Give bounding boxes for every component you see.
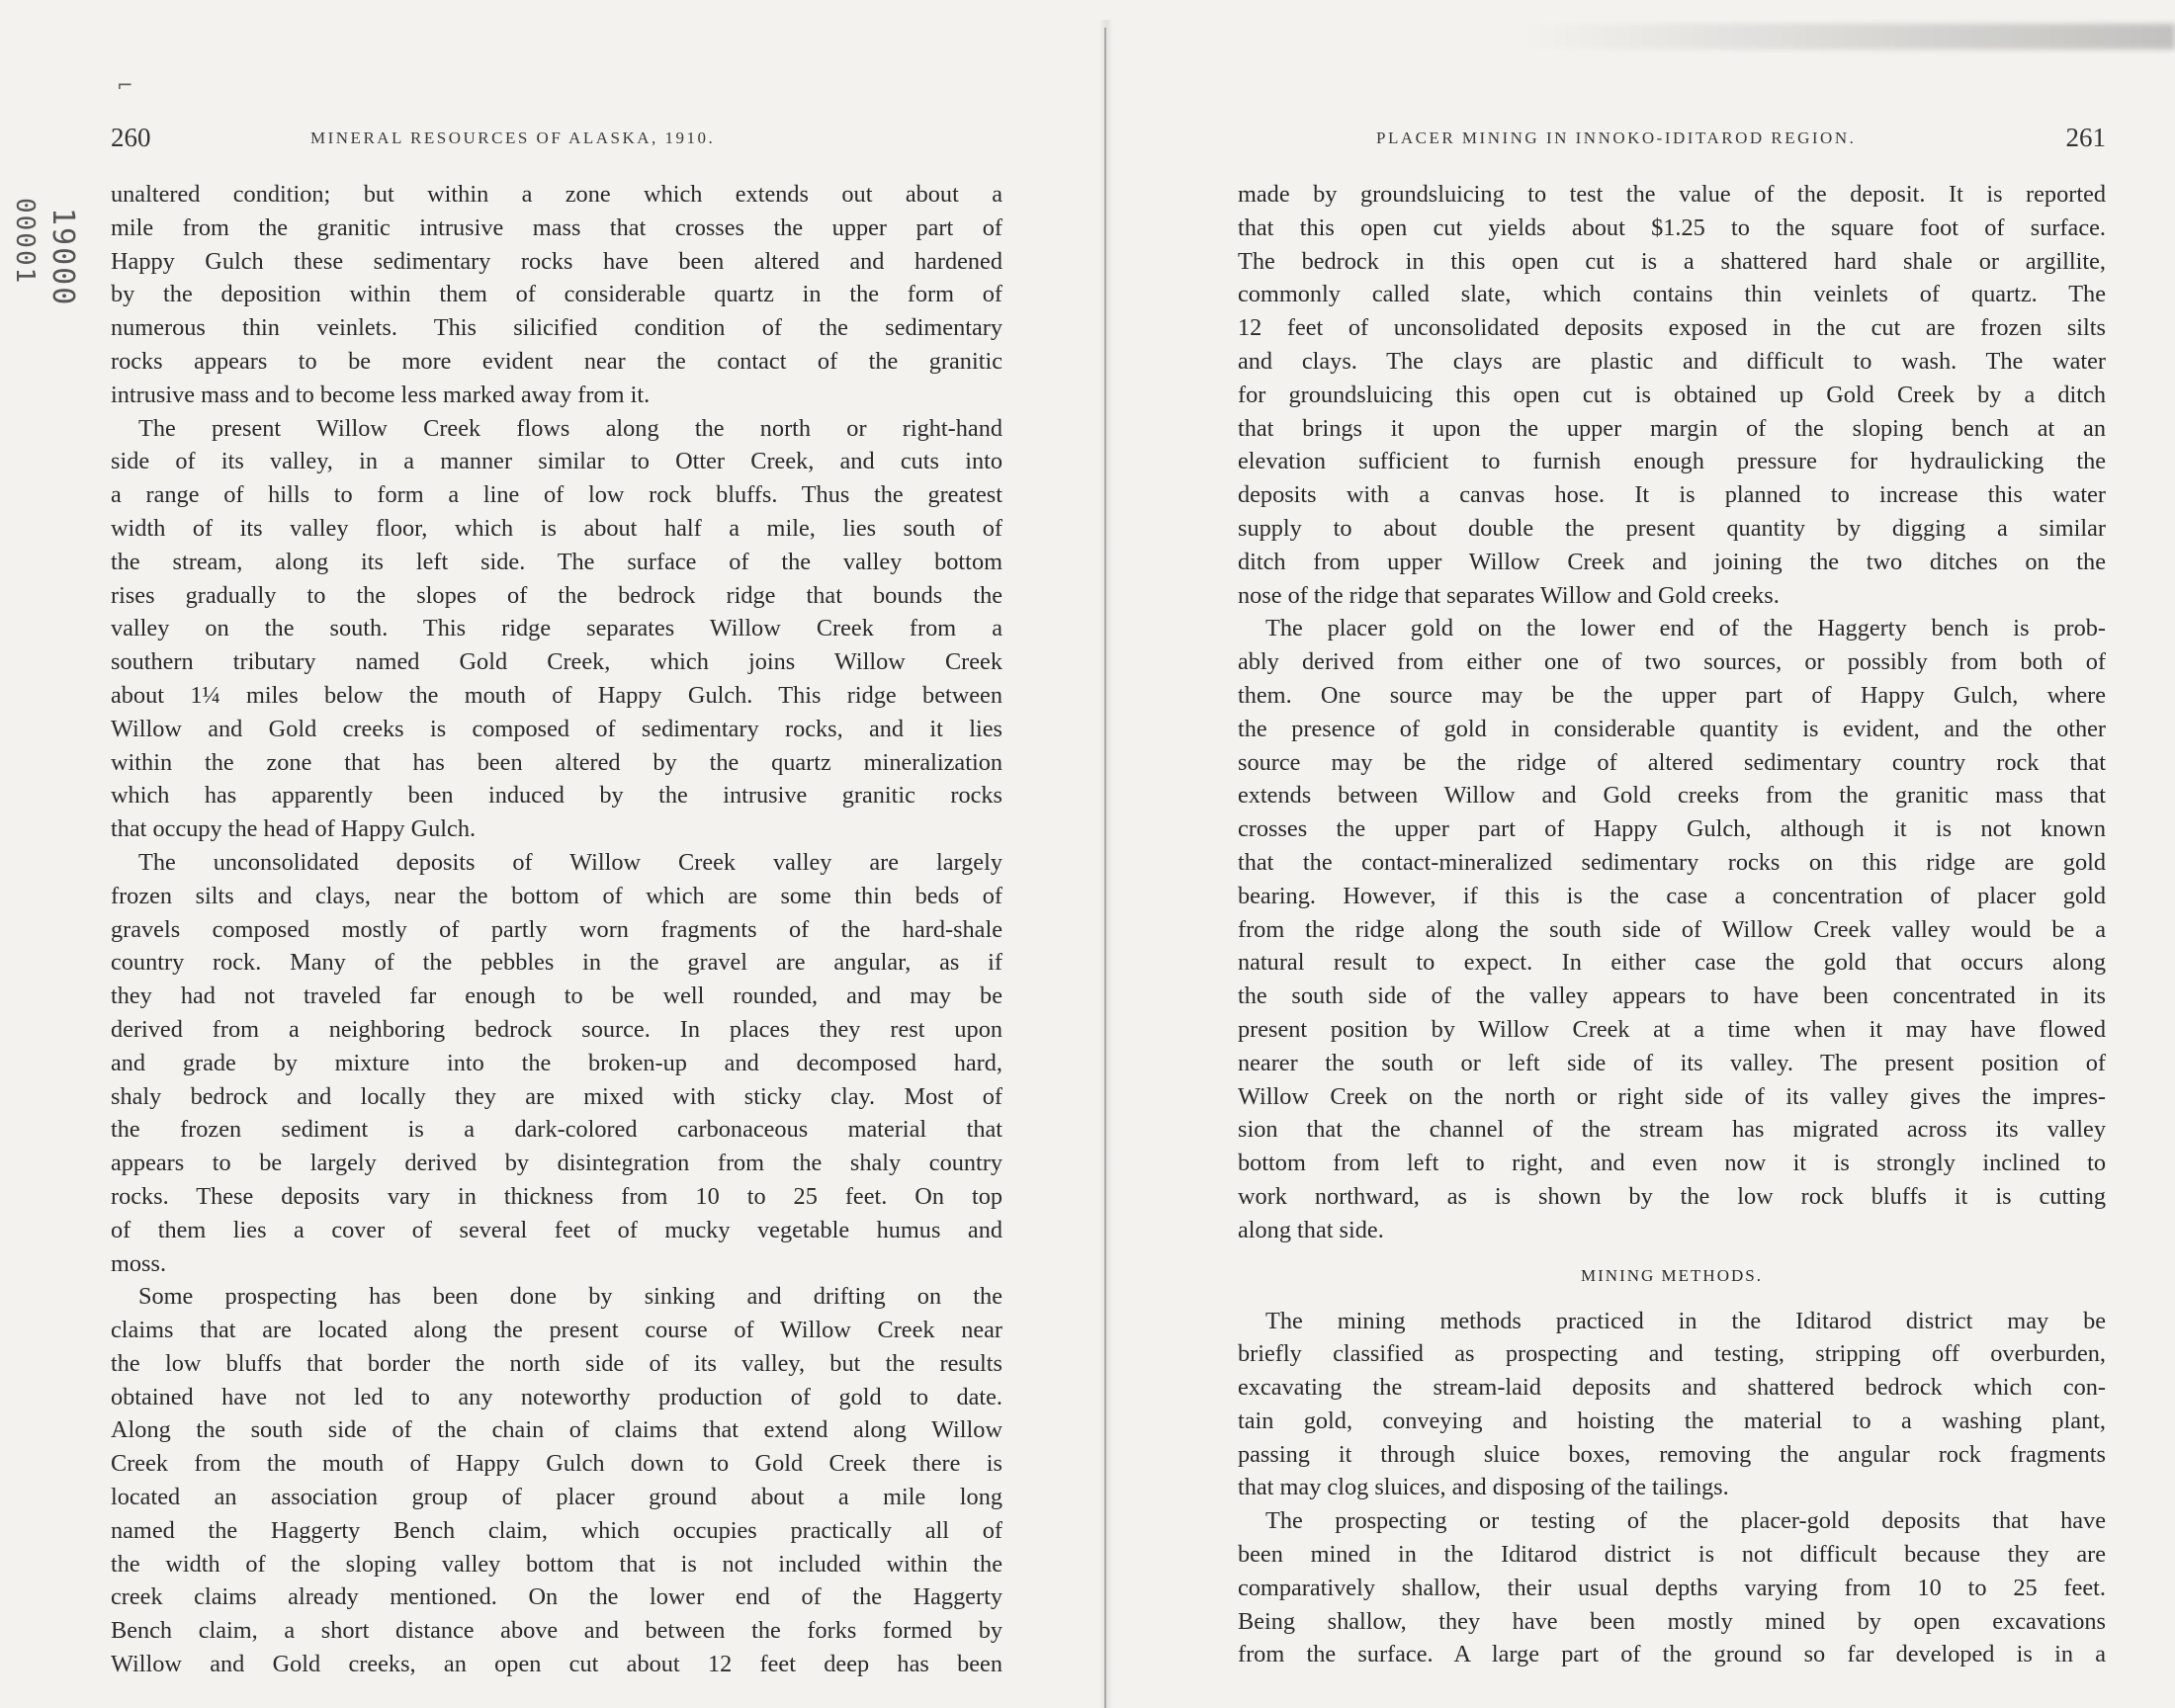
left-body-text bbox=[111, 178, 1002, 1681]
text-line: Happy Gulch these sedimentary rocks have been altered and hardened bbox=[111, 247, 1002, 275]
text-line: rises gradually to the slopes of the bedrock ridge that bounds the bbox=[111, 581, 1002, 609]
text-line: and clays. The clays are plastic and difficult to wash. The water bbox=[1238, 347, 2106, 375]
text-line: briefly classified as prospecting and testing, stripping off overburden, bbox=[1238, 1340, 2106, 1368]
section-heading: MINING METHODS. bbox=[1581, 1265, 1763, 1285]
text-line: Being shallow, they have been mostly mined by open excavations bbox=[1238, 1607, 2106, 1635]
text-line: comparatively shallow, their usual depths varying from 10 to 25 feet. bbox=[1238, 1574, 2106, 1601]
text-line: along that side. bbox=[1238, 1216, 1384, 1243]
text-line: ditch from upper Willow Creek and joining the two ditches on the bbox=[1238, 548, 2106, 575]
text-line: derived from a neighboring bedrock source. In places they rest upon bbox=[111, 1015, 1002, 1043]
right-running-title: PLACER MINING IN INNOKO-IDITAROD REGION. bbox=[1376, 128, 1857, 147]
text-line: by the deposition within them of considerable quartz in the form of bbox=[111, 281, 1002, 308]
text-line: from the ridge along the south side of Willow Creek valley would be a bbox=[1238, 915, 2106, 943]
book-gutter bbox=[1099, 20, 1113, 1708]
right-body-text bbox=[1238, 178, 2106, 1671]
text-line: unaltered condition; but within a zone which extends out about a bbox=[111, 181, 1002, 208]
text-line: moss. bbox=[111, 1249, 167, 1277]
text-line: the south side of the valley appears to have been concentrated in its bbox=[1238, 982, 2106, 1010]
text-line: crosses the upper part of Happy Gulch, although it is not known bbox=[1238, 815, 2106, 843]
text-line: numerous thin veinlets. This silicified condition of the sedimentary bbox=[111, 314, 1002, 342]
text-line: which has apparently been induced by the intrusive granitic rocks bbox=[111, 782, 1002, 810]
left-running-title: MINERAL RESOURCES OF ALASKA, 1910. bbox=[310, 128, 716, 147]
text-line: bottom from left to right, and even now it is strongly inclined to bbox=[1238, 1150, 2106, 1177]
text-line: that this open cut yields about $1.25 to the square foot of surface. bbox=[1238, 214, 2106, 241]
text-line: source may be the ridge of altered sedimentary country rock that bbox=[1238, 748, 2106, 776]
text-line: the presence of gold in considerable quantity is evident, and the other bbox=[1238, 715, 2106, 742]
text-line: appears to be largely derived by disintegration from the shaly country bbox=[111, 1150, 1002, 1177]
text-line: the frozen sediment is a dark-colored carbonaceous material that bbox=[111, 1116, 1002, 1144]
text-line: The prospecting or testing of the placer-gold deposits that have bbox=[1265, 1507, 2106, 1535]
left-page-number: 260 bbox=[111, 123, 151, 152]
text-line: frozen silts and clays, near the bottom of which are some thin beds of bbox=[111, 882, 1002, 909]
text-line: for groundsluicing this open cut is obtained up Gold Creek by a ditch bbox=[1238, 381, 2106, 408]
text-line: bearing. However, if this is the case a concentration of placer gold bbox=[1238, 882, 2106, 909]
scan-smudge bbox=[1522, 24, 2175, 49]
stamp-number-b: 19000 bbox=[45, 208, 80, 307]
text-line: that occupy the head of Happy Gulch. bbox=[111, 815, 477, 843]
text-line: width of its valley floor, which is about half a mile, lies south of bbox=[111, 514, 1002, 542]
text-line: The mining methods practiced in the Iditarod district may be bbox=[1265, 1307, 2106, 1334]
text-line: Willow Creek on the north or right side of its valley gives the impres- bbox=[1238, 1082, 2106, 1110]
text-line: mile from the granitic intrusive mass that crosses the upper part of bbox=[111, 214, 1002, 241]
text-line: of them lies a cover of several feet of mucky vegetable humus and bbox=[111, 1216, 1002, 1243]
text-line: 12 feet of unconsolidated deposits exposed in the cut are frozen silts bbox=[1238, 314, 2106, 342]
text-line: present position by Willow Creek at a time when it may have flowed bbox=[1238, 1015, 2106, 1043]
right-body-before-section bbox=[1238, 178, 2106, 1247]
text-line: sion that the channel of the stream has migrated across its valley bbox=[1238, 1116, 2106, 1144]
text-line: rocks. These deposits vary in thickness from 10 to 25 feet. On top bbox=[111, 1182, 1002, 1210]
text-line: claims that are located along the present course of Willow Creek near bbox=[111, 1317, 1002, 1344]
text-line: The present Willow Creek flows along the north or right-hand bbox=[138, 414, 1002, 442]
text-line: and grade by mixture into the broken-up and decomposed hard, bbox=[111, 1049, 1002, 1076]
text-line: located an association group of placer ground about a mile long bbox=[111, 1484, 1002, 1511]
gutter-line bbox=[1104, 28, 1106, 1708]
text-line: excavating the stream-laid deposits and shattered bedrock which con- bbox=[1238, 1374, 2106, 1402]
text-line: gravels composed mostly of partly worn fragments of the hard-shale bbox=[111, 915, 1002, 943]
text-line: deposits with a canvas hose. It is planned to increase this water bbox=[1238, 481, 2106, 509]
text-line: The bedrock in this open cut is a shattered hard shale or argillite, bbox=[1238, 247, 2106, 275]
text-line: nearer the south or left side of its valley. The present position of bbox=[1238, 1049, 2106, 1076]
text-line: commonly called slate, which contains thin veinlets of quartz. The bbox=[1238, 281, 2106, 308]
text-line: the width of the sloping valley bottom that is not included within the bbox=[111, 1550, 1002, 1578]
text-line: supply to about double the present quantity by digging a similar bbox=[1238, 514, 2106, 542]
stamp-number-a: 00001 bbox=[10, 198, 40, 286]
text-line: Willow and Gold creeks is composed of sedimentary rocks, and it lies bbox=[111, 715, 1002, 742]
text-line: ably derived from either one of two sources, or possibly from both of bbox=[1238, 648, 2106, 676]
text-line: The placer gold on the lower end of the Haggerty bench is prob- bbox=[1265, 615, 2106, 642]
text-line: side of its valley, in a manner similar to Otter Creek, and cuts into bbox=[111, 448, 1002, 475]
text-line: valley on the south. This ridge separates Willow Creek from a bbox=[111, 615, 1002, 642]
text-line: nose of the ridge that separates Willow and Gold creeks. bbox=[1238, 581, 1780, 609]
text-line: within the zone that has been altered by the quartz mineralization bbox=[111, 748, 1002, 776]
margin-stamp bbox=[6, 198, 89, 385]
right-page-number: 261 bbox=[2065, 123, 2106, 152]
text-line: that the contact-mineralized sedimentary rocks on this ridge are gold bbox=[1238, 848, 2106, 876]
text-line: intrusive mass and to become less marked away from it. bbox=[111, 381, 651, 408]
text-line: country rock. Many of the pebbles in the gravel are angular, as if bbox=[111, 949, 1002, 977]
text-line: natural result to expect. In either case the gold that occurs along bbox=[1238, 949, 2106, 977]
right-body-after-section bbox=[1238, 1305, 2106, 1672]
right-running-head bbox=[1238, 123, 2106, 156]
text-line: them. One source may be the upper part of Happy Gulch, where bbox=[1238, 681, 2106, 709]
left-running-head bbox=[111, 123, 1002, 156]
text-line: Along the south side of the chain of claims that extend along Willow bbox=[111, 1416, 1002, 1444]
text-line: that brings it upon the upper margin of the sloping bench at an bbox=[1238, 414, 2106, 442]
text-line: a range of hills to form a line of low rock bluffs. Thus the greatest bbox=[111, 481, 1002, 509]
text-line: obtained have not led to any noteworthy production of gold to date. bbox=[111, 1383, 1002, 1410]
text-line: Creek from the mouth of Happy Gulch down to Gold Creek there is bbox=[111, 1450, 1002, 1478]
scan-mark: ⌐ bbox=[117, 73, 133, 97]
text-line: they had not traveled far enough to be well rounded, and may be bbox=[111, 982, 1002, 1010]
text-line: passing it through sluice boxes, removing the angular rock fragments bbox=[1238, 1440, 2106, 1468]
text-line: from the surface. A large part of the ground so far developed is in a bbox=[1238, 1641, 2106, 1668]
text-line: elevation sufficient to furnish enough pressure for hydraulicking the bbox=[1238, 448, 2106, 475]
text-line: The unconsolidated deposits of Willow Creek valley are largely bbox=[138, 848, 1002, 876]
text-line: rocks appears to be more evident near the contact of the granitic bbox=[111, 347, 1002, 375]
text-line: the low bluffs that border the north side of its valley, but the results bbox=[111, 1349, 1002, 1377]
text-line: made by groundsluicing to test the value of the deposit. It is reported bbox=[1238, 181, 2106, 208]
text-line: about 1¼ miles below the mouth of Happy Gulch. This ridge between bbox=[111, 681, 1002, 709]
text-line: Bench claim, a short distance above and between the forks formed by bbox=[111, 1617, 1002, 1645]
text-line: extends between Willow and Gold creeks from the granitic mass that bbox=[1238, 782, 2106, 810]
text-line: work northward, as is shown by the low rock bluffs it is cutting bbox=[1238, 1182, 2106, 1210]
text-line: creek claims already mentioned. On the lower end of the Haggerty bbox=[111, 1583, 1002, 1611]
text-line: been mined in the Iditarod district is not difficult because they are bbox=[1238, 1541, 2106, 1569]
text-line: Some prospecting has been done by sinking and drifting on the bbox=[138, 1283, 1002, 1311]
text-line: tain gold, conveying and hoisting the material to a washing plant, bbox=[1238, 1407, 2106, 1434]
text-line: shaly bedrock and locally they are mixed with sticky clay. Most of bbox=[111, 1082, 1002, 1110]
text-line: the stream, along its left side. The surface of the valley bottom bbox=[111, 548, 1002, 575]
text-line: that may clog sluices, and disposing of the tailings. bbox=[1238, 1474, 1729, 1501]
text-line: southern tributary named Gold Creek, which joins Willow Creek bbox=[111, 648, 1002, 676]
text-line: Willow and Gold creeks, an open cut about 12 feet deep has been bbox=[111, 1651, 1002, 1678]
text-line: named the Haggerty Bench claim, which occupies practically all of bbox=[111, 1516, 1002, 1544]
